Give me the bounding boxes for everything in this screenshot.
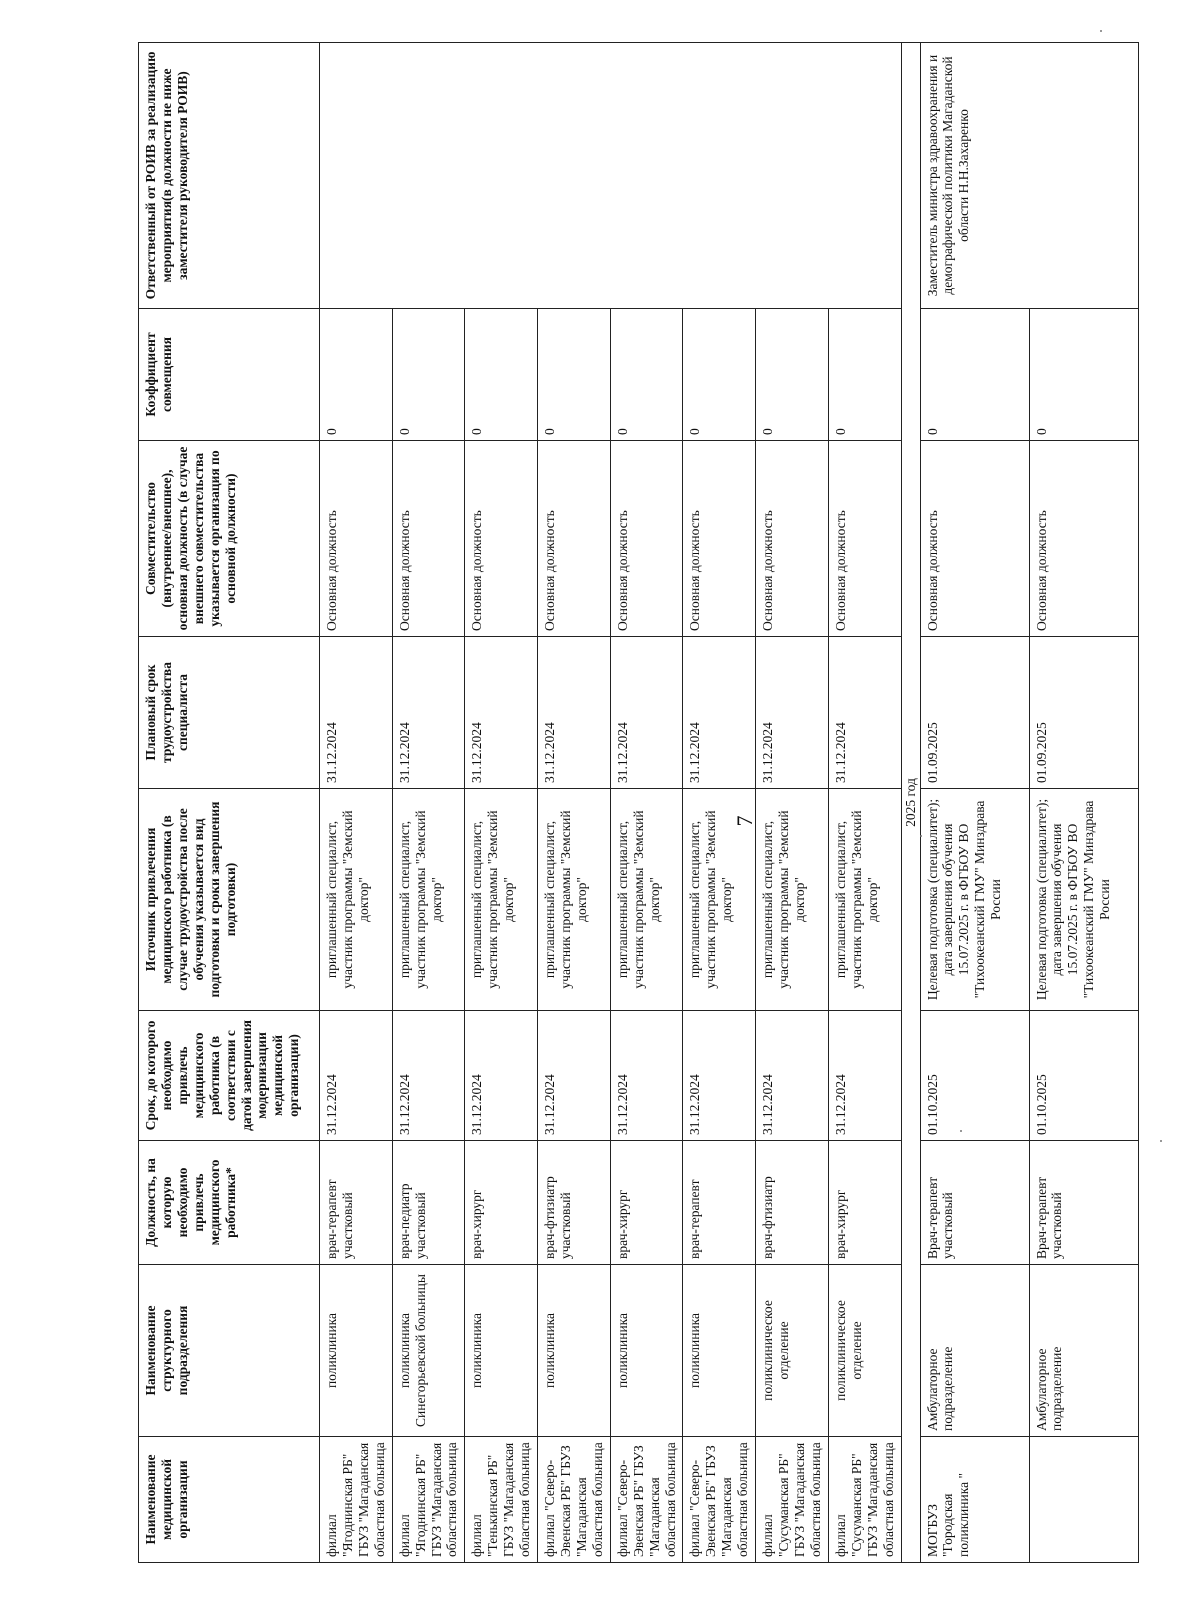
cell-source: приглашенный специалист, участник программы "Земский доктор" [392,789,465,1011]
page-number: 7 [732,815,757,827]
cell-source: приглашенный специалист, участник программы "Земский доктор" [538,789,611,1011]
cell-position: Врач-терапевт участковый [920,1141,1029,1265]
cell-unit: поликлиническое отделение [828,1265,901,1437]
cell-deadline: 31.12.2024 [610,1011,683,1141]
cell-plan-date: 31.12.2024 [320,637,393,789]
cell-unit: поликлиническое отделение [756,1265,829,1437]
table-row [320,43,393,1563]
cell-deadline: 31.12.2024 [828,1011,901,1141]
cell-coefficient: 0 [756,309,829,441]
header-position: Должность, на которую необходимо привлечь медицинского работника* [139,1141,320,1265]
table-header-row [139,43,320,1563]
cell-combination: Основная должность [1029,441,1138,637]
cell-position: врач-педиатр участковый [392,1141,465,1265]
header-combination: Совместительство (внутреннее/внешнее), основная должность (в случае внешнего совместительства указывается организация по основной должности) [139,441,320,637]
cell-coefficient: 0 [392,309,465,441]
cell-position: врач-терапевт [683,1141,756,1265]
cell-org: филиал "Северо-Эвенская РБ" ГБУЗ "Магаданская областная больница [538,1437,611,1563]
cell-position: врач-фтизиатр участковый [538,1141,611,1265]
scan-speck [1160,1140,1162,1142]
cell-plan-date: 31.12.2024 [756,637,829,789]
cell-source: Целевая подготовка (специалитет); дата завершения обучения 15.07.2025 г. в ФГБОУ ВО "Тихоокеанский ГМУ" Минздрава России [1029,789,1138,1011]
cell-coefficient: 0 [920,309,1029,441]
cell-deadline: 31.12.2024 [392,1011,465,1141]
cell-coefficient: 0 [610,309,683,441]
cell-source: Целевая подготовка (специалитет); дата завершения обучения 15.07.2025 г. в ФГБОУ ВО "Тихоокеанский ГМУ" Минздрава России [920,789,1029,1011]
cell-combination: Основная должность [320,441,393,637]
cell-combination: Основная должность [538,441,611,637]
header-coefficient: Коэффициент совмещения [139,309,320,441]
cell-deadline: 31.12.2024 [465,1011,538,1141]
cell-deadline: 31.12.2024 [538,1011,611,1141]
cell-org: филиал "Северо-Эвенская РБ" ГБУЗ "Магаданская областная больница [610,1437,683,1563]
scan-speck [920,835,922,837]
cell-coefficient: 0 [538,309,611,441]
cell-source: приглашенный специалист, участник программы "Земский доктор" [683,789,756,1011]
cell-unit: Амбулаторное подразделение [920,1265,1029,1437]
cell-deadline: 31.12.2024 [320,1011,393,1141]
cell-source: приглашенный специалист, участник программы "Земский доктор" [465,789,538,1011]
cell-plan-date: 01.09.2025 [920,637,1029,789]
cell-position: врач-хирург [828,1141,901,1265]
cell-coefficient: 0 [683,309,756,441]
cell-org: филиал "Сусуманская РБ" ГБУЗ "Магаданская областная больница [756,1437,829,1563]
cell-plan-date: 31.12.2024 [538,637,611,789]
cell-responsible-empty [320,43,902,309]
cell-combination: Основная должность [610,441,683,637]
cell-deadline: 31.12.2024 [683,1011,756,1141]
scan-speck [960,1130,962,1132]
cell-position: врач-хирург [610,1141,683,1265]
cell-combination: Основная должность [683,441,756,637]
cell-deadline: 31.12.2024 [756,1011,829,1141]
cell-responsible: Заместитель министра здравоохранения и демографической политики Магаданской области Н.Н.Захаренко [920,43,1138,309]
cell-unit: поликлиника [465,1265,538,1437]
header-org: Наименование медицинской организации [139,1437,320,1563]
cell-combination: Основная должность [756,441,829,637]
cell-plan-date: 31.12.2024 [392,637,465,789]
cell-unit: поликлиника Синегорьевской больницы [392,1265,465,1437]
cell-deadline: 01.10.2025 [1029,1011,1138,1141]
cell-coefficient: 0 [465,309,538,441]
header-unit: Наименование структурного подразделения [139,1265,320,1437]
cell-unit: Амбулаторное подразделение [1029,1265,1138,1437]
cell-org: МОГБУЗ "Городская поликлиника " [920,1437,1029,1563]
cell-coefficient: 0 [320,309,393,441]
rotated-page-content [138,43,1113,1563]
cell-source: приглашенный специалист, участник программы "Земский доктор" [610,789,683,1011]
cell-combination: Основная должность [392,441,465,637]
cell-position: врач-хирург [465,1141,538,1265]
cell-plan-date: 31.12.2024 [828,637,901,789]
year-label: 2025 год [901,43,920,1563]
cell-plan-date: 31.12.2024 [683,637,756,789]
cell-unit: поликлиника [320,1265,393,1437]
cell-org [1029,1437,1138,1563]
cell-position: врач-терапевт участковый [320,1141,393,1265]
cell-source: приглашенный специалист, участник программы "Земский доктор" [828,789,901,1011]
cell-combination: Основная должность [465,441,538,637]
cell-source: приглашенный специалист, участник программы "Земский доктор" [756,789,829,1011]
cell-org: филиал "Сусуманская РБ" ГБУЗ "Магаданская областная больница [828,1437,901,1563]
cell-org: филиал "Ягоднинская РБ" ГБУЗ "Магаданская областная больница [320,1437,393,1563]
cell-position: Врач-терапевт участковый [1029,1141,1138,1265]
header-responsible: Ответственный от РОИВ за реализацию мероприятия(в должности не ниже заместителя руководителя РОИВ) [139,43,320,309]
header-plan-date: Плановый срок трудоустройства специалиста [139,637,320,789]
cell-plan-date: 31.12.2024 [465,637,538,789]
header-source: Источник привлечения медицинского работника (в случае трудоустройства после обучения указывается вид подготовки и сроки завершения подготовки) [139,789,320,1011]
cell-source: приглашенный специалист, участник программы "Земский доктор" [320,789,393,1011]
cell-position: врач-фтизиатр [756,1141,829,1265]
cell-org: филиал "Ягоднинская РБ" ГБУЗ "Магаданская областная больница [392,1437,465,1563]
cell-combination: Основная должность [828,441,901,637]
cell-coefficient: 0 [828,309,901,441]
table-row [920,43,1029,1563]
header-deadline: Срок, до которого необходимо привлечь медицинского работника (в соответствии с датой завершения модернизации медицинской организации) [139,1011,320,1141]
cell-org: филиал "Тенькинская РБ" ГБУЗ "Магаданская областная больница [465,1437,538,1563]
cell-unit: поликлиника [538,1265,611,1437]
staffing-table [138,42,1139,1563]
cell-plan-date: 31.12.2024 [610,637,683,789]
cell-coefficient: 0 [1029,309,1138,441]
cell-unit: поликлиника [683,1265,756,1437]
cell-combination: Основная должность [920,441,1029,637]
cell-deadline: 01.10.2025 [920,1011,1029,1141]
year-divider-row [901,43,920,1563]
cell-org: филиал "Северо-Эвенская РБ" ГБУЗ "Магаданская областная больница [683,1437,756,1563]
cell-plan-date: 01.09.2025 [1029,637,1138,789]
cell-unit: поликлиника [610,1265,683,1437]
scan-speck [1100,30,1102,32]
